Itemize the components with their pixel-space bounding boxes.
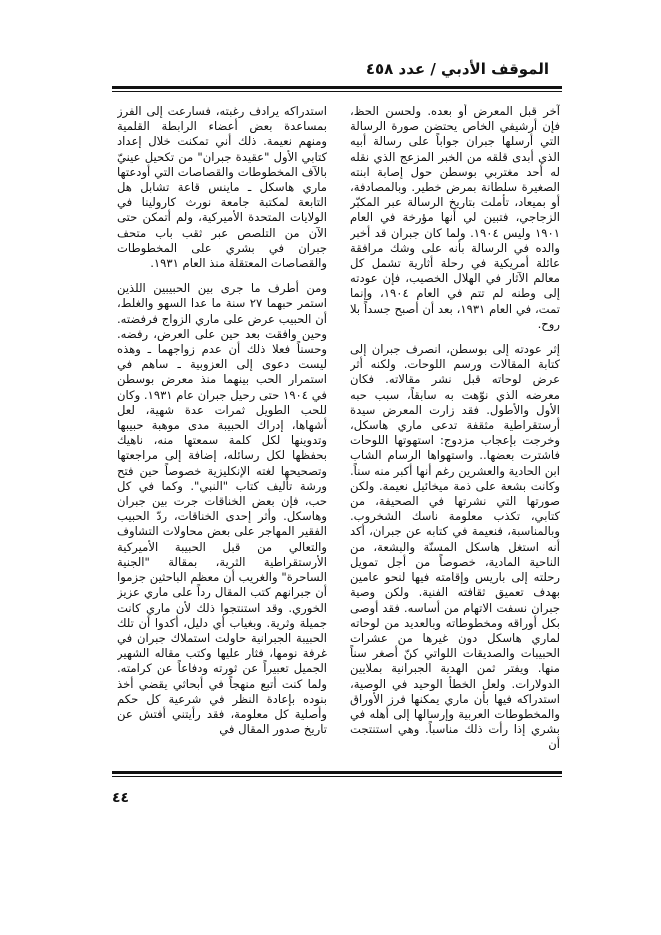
page-number: ٤٤ <box>112 790 130 806</box>
header-rule-thin <box>112 91 562 92</box>
header-rule-thick <box>112 86 562 89</box>
article-column-right <box>350 104 560 759</box>
paragraph: ومن أطرف ما جرى بين الحبيبين اللذين استمر حبهما ٢٧ سنة ما عدا السهو والغلط، أن الحبيب عرض على ماري الزواج فرفضته. وحين وافقت بعد حين على العرض، رفضه. وحسناً فعلا ذلك أن عدم زواجهما ـ وهذه ليست دعوى إلى العزوبية ـ ساهم في استمرار الحب بينهما منذ معرض بوسطن في ١٩٠٤ حتى رحيل جبران عام ١٩٣١. وكان للحب الطويل ثمرات عدة شهية، لعل أشهاها، إدراك الحبيبة مدى موهبة حبيبها وتدوينها لكل كلمة سمعتها منه، ناهيك بحفظها لكل رسائله، إضافة إلى مراجعتها وتصحيحها لغته الإنكليزية خصوصاً حين فتح ورشة تأليف كتاب "النبي". وكما في كل حب، فإن بعض الخناقات جرت بين جبران وهاسكل. وأثر إحدى الخناقات، ردّ الحبيب الفقير المهاجر على بعض محاولات التشاوف والتعالي من قبل الحبيبة الأميركية الأرستقراطية الثرية، بمقالة "الجنية الساحرة" والغريب أن معظم الباحثين جزموا أن جبرانهم كتب المقال رداً على ماري عزيز الخوري. وقد استنتجوا ذلك لأن ماري كانت جميلة وثرية. وبغياب أي دليل، أكدوا أن تلك الحبيبة الجبرانية حاولت استملاك جبران في غرفة نومها، فثار عليها وكتب مقاله الشهير الجميل تعبيراً عن ثورته ودفاعاً عن كرامته. ولما كنت أتبع منهجاً في أبحاثي يقضي أخذ بنوده بإعادة النظر في شرعية كل حكم وأصلية كل معلومة، فقد رأيتني أفتش عن تاريخ صدور المقال في <box>117 281 327 737</box>
article-column-left <box>117 104 327 759</box>
paragraph: إثر عودته إلى بوسطن، انصرف جبران إلى كتابة المقالات ورسم اللوحات. ولكنه أثر عرض لوحاته قبل نشر مقالاته. فكان معرضه الذي نوّهت به سابقاً، سبب حبه الأول والأطول. فقد زارت المعرض سيدة أرستقراطية مثقفة تدعى ماري هاسكل، وخرجت بإعجاب مزدوج: استهوتها اللوحات فاشترت بعضها.. واستهواها الرسام الشاب ابن الحادية والعشرين رغم أنها أكبر منه سناً. وكانت بشعة على ذمة ميخائيل نعيمة. ولكن صورتها التي نشرتها في الصحيفة، من كتابي، تكذب معلومة ناسك الشخروب. وبالمناسبة، فنعيمة في كتابه عن جبران، أكد أنه استغل هاسكل المسنّة والبشعة، من الناحية المادية، خصوصاً من أجل تمويل رحلته إلى باريس وإقامته فيها لنحو عامين بهدف تعميق ثقافته الفنية. ولكن وصية جبران نسفت الاتهام من أساسه. فقد أوصى بكل أوراقه ومخطوطاته وبالعديد من لوحاته لماري هاسكل دون غيرها من عشرات الحبيبات والصديقات اللواتي كنّ أصغر سناً منها. ويفتر ثمن الهدية الجبرانية بملايين الدولارات. ولعل الخطأ الوحيد في الوصية، استدراكه فيها بأن ماري يمكنها فرز الأوراق والمخطوطات العربية وإرسالها إلى أهله في بشري إذا رأت ذلك مناسباً. وهي استنتجت أن <box>350 342 560 752</box>
footer-rule-thin <box>112 776 562 777</box>
page-header-title: الموقف الأدبي / عدد ٤٥٨ <box>365 60 549 78</box>
paragraph: آخر قبل المعرض أو بعده. ولحسن الحظ، فإن أرشيفي الخاص يحتضن صورة الرسالة التي أرسلها جبران جواباً على رسالة أبيه الذي أبدى قلقه من الخبر المزعج الذي نقله له أحد مغتربي بوسطن حول إصابة ابنته الصغيرة سلطانة بمرض خطير. وبالمصادفة، أو بميعاد، تأملت بتاريخ الرسالة عبر المكبّر الزجاجي، فتبين لي أنها مؤرخة في العام ١٩٠١ وليس ١٩٠٤. ولما كان جبران قد أخبر والده في الرسالة بأنه على وشك مرافقة عائلة أمريكية في رحلة أثارية تشمل كل معالم الآثار في الهلال الخصيب، فإن عودته إلى وطنه لم تتم في العام ١٩٠٤، وإنما تمت، في العام ١٩٣١، بعد أن أصبح جسداً بلا روح. <box>350 104 560 331</box>
paragraph: استدراكه يرادف رغبته، فسارعت إلى الفرز بمساعدة بعض أعضاء الرابطة القلمية ومنهم نعيمة. ذلك أني تمكنت خلال إعداد كتابي الأول "عقيدة جبران" من تكحيل عينيّ بالآف المخطوطات والقصاصات التي أودعتها ماري هاسكل ـ ماينس قاعة تشابل هل التابعة لمكتبة جامعة نورث كارولينا في الولايات المتحدة الأميركية، ولم أتمكن حتى الآن من التلصص عبر ثقب باب متحف جبران في بشري على المخطوطات والقصاصات المعتقلة منذ العام ١٩٣١. <box>117 104 327 271</box>
footer-rule-thick <box>112 771 562 774</box>
